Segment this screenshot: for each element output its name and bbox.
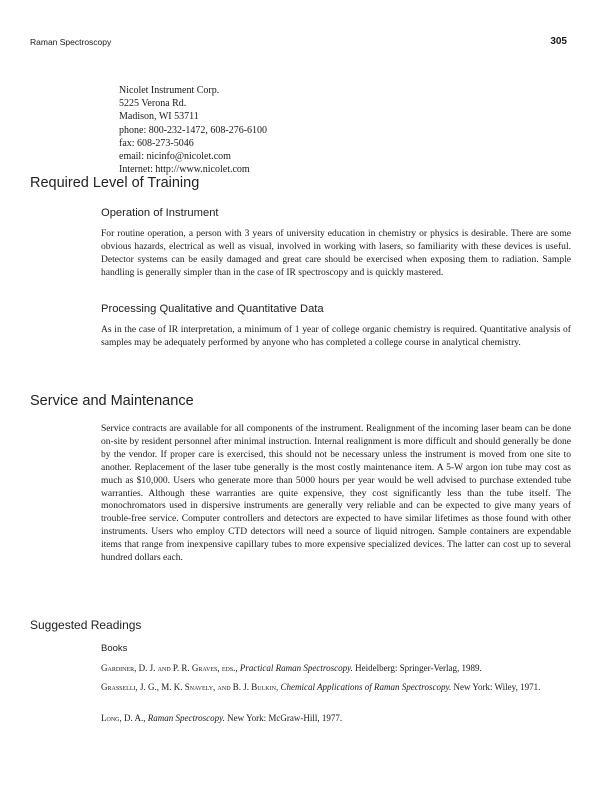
reference-publisher: New York: Wiley, 1971. (453, 682, 541, 692)
reference-item (101, 681, 579, 693)
subsection-heading-operation: Operation of Instrument (101, 207, 219, 219)
reference-item (101, 662, 579, 674)
operation-paragraph: For routine operation, a person with 3 years of university education in chemistry or physics is desirable. There are some obvious hazards, electrical as well as visual, involved in working with lasers, so familiarity with these devices is useful. Detector systems can be easily damaged and great care should be exercised when exposing them to radiation. Sample handling is generally simpler than in the case of IR spectroscopy and is quickly mastered. (101, 228, 571, 278)
reference-authors: Long, D. A., (101, 713, 146, 723)
address-line: fax: 608-273-5046 (119, 137, 194, 149)
running-head-title: Raman Spectroscopy (30, 37, 112, 47)
subsection-heading-processing: Processing Qualitative and Quantitative Data (101, 303, 324, 315)
section-heading-service: Service and Maintenance (30, 393, 194, 409)
address-line: phone: 800-232-1472, 608-276-6100 (119, 124, 268, 136)
reference-title: Chemical Applications of Raman Spectroscopy. (280, 682, 452, 692)
vendor-address (119, 84, 267, 176)
section-heading-training: Required Level of Training (30, 175, 200, 191)
address-line: Internet: http://www.nicolet.com (119, 164, 250, 176)
reference-title: Practical Raman Spectroscopy. (239, 663, 353, 673)
reference-authors: Gardiner, D. J. and P. R. Graves, eds., (101, 663, 238, 673)
reference-publisher: New York: McGraw-Hill, 1977. (227, 713, 343, 723)
address-line: Madison, WI 53711 (119, 111, 199, 123)
address-line: Nicolet Instrument Corp. (119, 85, 220, 96)
address-line: 5225 Verona Rd. (119, 98, 187, 110)
address-line: email: nicinfo@nicolet.com (119, 151, 231, 163)
section-heading-readings: Suggested Readings (30, 618, 142, 632)
page-number: 305 (550, 36, 567, 47)
reference-authors: Grasselli, J. G., M. K. Snavely, and B. J. Bulkin, (101, 682, 279, 692)
books-heading: Books (101, 643, 128, 654)
reference-item (101, 712, 579, 724)
reference-title: Raman Spectroscopy. (147, 713, 225, 723)
reference-publisher: Heidelberg: Springer-Verlag, 1989. (355, 663, 482, 673)
processing-paragraph: As in the case of IR interpretation, a minimum of 1 year of college organic chemistry is required. Quantitative analysis of samples may be adequately performed by anyone who has completed a college course in analytical chemistry. (101, 324, 571, 348)
service-paragraph: Service contracts are available for all components of the instrument. Realignment of the incoming laser beam can be done on-site by resident personnel after minimal instruction. Internal realignment is more difficult and should generally be done by the vendor. If proper care is exercised, this should not be necessary unless the instrument is moved from one site to another. Replacement of the laser tube generally is the most costly maintenance item. A 5-W argon ion tube may cost as much as $10,000. Users who generate more than 5000 hours per year would be well advised to purchase extended tube warranties. Although these warranties are quite expensive, they cost significantly less than the tube itself. The monochromators used in dispersive instruments are generally very reliable and can be expected to give many years of trouble-free service. Computer controllers and detectors are expected to have similar lifetimes as those found with other instruments. Users who employ CTD detectors will need a source of liquid nitrogen. Sample containers are expendable items that range from inexpensive capillary tubes to more expensive specialized devices. The latter can cost up to several hundred dollars each. (101, 423, 571, 564)
